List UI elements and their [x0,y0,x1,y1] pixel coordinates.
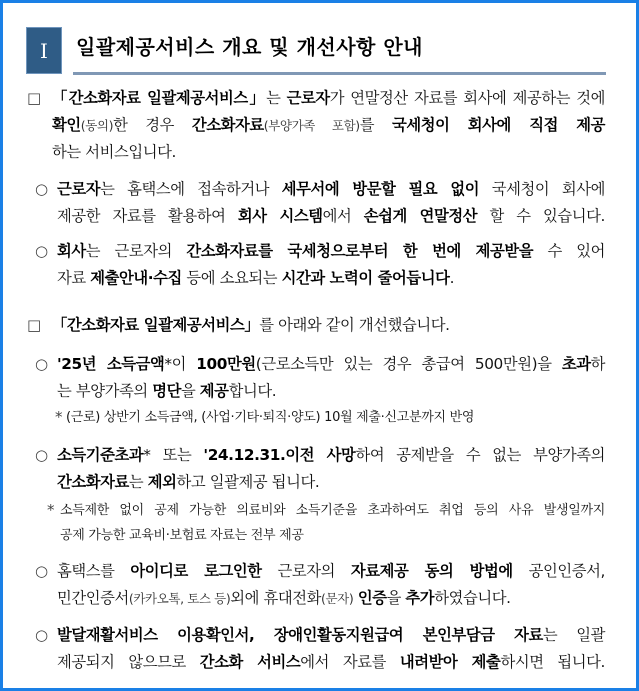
text-line [52,312,605,339]
text-segment: 는 홈택스에 접속하거나 [100,180,282,198]
emphasis-text: 근로자 [286,89,330,107]
text-segment: 소득제한 없이 공제 가능한 의료비와 소득기준을 초과하여도 취업 등의 사유 발생일까지 [60,503,605,518]
text-line [57,558,605,585]
footnote [3,405,636,430]
emphasis-text: 시간과 노력이 줄어듭니다 [281,269,450,287]
text-line [57,176,605,203]
title-underline [73,72,606,75]
emphasis-text: 명단 [152,382,181,400]
bullet-paragraph [3,442,636,496]
text-segment: 수 있어 [533,242,605,260]
text-line [57,469,605,496]
text-segment: 등에 소요되는 [181,269,282,287]
emphasis-text: 내려받아 제출 [399,653,501,671]
text-segment: 제공되지 않으므로 [57,653,200,671]
text-segment: 공제 가능한 교육비·보험료 자료는 전부 제공 [60,528,304,543]
text-segment: 를 [359,116,392,134]
emphasis-text: 소득기준초과 [57,446,144,464]
emphasis-text: 초과 [561,355,591,373]
text-line [57,238,605,265]
section-paragraph [3,85,636,166]
emphasis-text: 세무서에 방문할 필요 없이 [281,180,480,198]
bullet-paragraph [3,238,636,292]
text-segment: (동의) [80,118,114,133]
text-segment: 민간인증서 [57,589,129,607]
text-segment: (근로) 상반기 소득금액, (사업·기타·퇴직·양도) 10월 제출·신고분까지 반영 [66,410,475,425]
asterisk-marker: * [55,408,63,426]
text-line [57,265,605,292]
circle-bullet-icon: ○ [35,446,49,464]
text-line [60,523,605,548]
emphasis-text: 국세청이 회사에 직접 제공 [391,116,605,134]
text-line [52,112,605,139]
text-segment: 는 [266,89,287,107]
text-segment: 하 [590,355,605,373]
footnote [3,498,636,548]
text-segment: 는 [128,473,148,491]
emphasis-text: 자료제공 동의 방법에 [350,562,513,580]
emphasis-text: 제출안내·수집 [90,269,182,287]
emphasis-text: 추가 [405,589,435,607]
text-segment: 근로자의 [261,562,351,580]
text-segment: 을 [386,589,406,607]
bullet-paragraph [3,351,636,405]
text-segment: (부양가족 포함) [263,118,360,133]
emphasis-text: 발달재활서비스 이용확인서, 장애인활동지원급여 본인부담금 자료 [57,626,543,644]
circle-bullet-icon: ○ [35,242,49,260]
text-segment: 하였습니다. [434,589,511,607]
text-segment: 가 연말정산 자료를 회사에 제공하는 것에 [329,89,605,107]
text-segment: 하시면 됩니다. [500,653,606,671]
emphasis-text: 간소화자료를 국세청으로부터 한 번에 제공받을 [186,242,534,260]
text-segment: 홈택스를 [57,562,131,580]
text-segment: 는 부양가족의 [57,382,153,400]
emphasis-text: 확인 [52,116,81,134]
section-paragraph [3,312,636,339]
text-line [57,585,605,612]
emphasis-text: 회사 [57,242,86,260]
circle-bullet-icon: ○ [35,562,49,580]
text-line [57,378,605,405]
text-line [57,203,605,230]
text-segment: 에서 [322,207,364,225]
text-segment: 에서 자료를 [300,653,400,671]
section-header [3,27,636,79]
emphasis-text: 제공 [199,382,229,400]
text-line [66,405,571,430]
text-segment: * 또는 [143,446,204,464]
square-bullet-icon: □ [27,89,42,107]
emphasis-text: '24.12.31.이전 사망 [203,446,356,464]
text-segment: 국세청이 회사에 [479,180,605,198]
emphasis-text: 제외 [147,473,177,491]
text-segment: 을 [180,382,200,400]
text-segment: . [449,269,455,287]
emphasis-text: 100만원 [196,355,256,373]
text-segment: 공인인증서, [512,562,605,580]
section-title: 일괄제공서비스 개요 및 개선사항 안내 [76,35,423,59]
text-segment: 하여 공제받을 수 없는 부양가족의 [355,446,605,464]
emphasis-text: 간소화자료 [191,116,264,134]
emphasis-text: 아이디로 로그인한 [130,562,262,580]
text-segment: *이 [164,355,197,373]
bullet-paragraph [3,558,636,612]
text-line [57,622,605,649]
bullet-paragraph [3,176,636,230]
text-line [57,442,605,469]
text-line [60,498,605,523]
circle-bullet-icon: ○ [35,180,49,198]
emphasis-text: 인증 [357,589,387,607]
emphasis-text: 간소화자료 [57,473,129,491]
text-segment: 자료 [57,269,91,287]
circle-bullet-icon: ○ [35,355,49,373]
emphasis-text: 근로자 [57,180,101,198]
text-segment: 한 경우 [113,116,192,134]
text-segment: 를 아래와 같이 개선했습니다. [259,316,450,334]
text-line [52,85,605,112]
text-segment: 외에 휴대전화 [230,589,322,607]
text-segment: (근로소득만 있는 경우 총급여 500만원)을 [255,355,562,373]
emphasis-text: 회사 시스템 [237,207,323,225]
text-segment: 하고 일괄제공 됩니다. [176,473,320,491]
emphasis-text: 「간소화자료 일괄제공서비스」 [52,316,260,334]
text-segment: (문자) [321,591,354,606]
text-segment: 하는 서비스입니다. [52,143,176,161]
emphasis-text: 간소화 서비스 [199,653,301,671]
emphasis-text: 손쉽게 연말정산 [363,207,478,225]
text-segment: (카카오톡, 토스 등) [128,591,231,606]
bullet-paragraph [3,622,636,676]
text-line [57,351,605,378]
text-segment: 합니다. [228,382,277,400]
text-segment: 할 수 있습니다. [477,207,605,225]
asterisk-marker: * [47,501,55,519]
emphasis-text: 「간소화자료 일괄제공서비스」 [52,89,267,107]
text-segment: 제공한 자료를 활용하여 [57,207,238,225]
text-line [57,649,605,676]
emphasis-text: '25년 소득금액 [57,355,165,373]
text-line [52,139,605,166]
square-bullet-icon: □ [27,316,42,334]
text-segment: 는 일괄 [542,626,605,644]
section-number-badge: I [26,27,62,74]
text-segment: 는 근로자의 [85,242,187,260]
document-body [3,85,636,676]
circle-bullet-icon: ○ [35,626,49,644]
